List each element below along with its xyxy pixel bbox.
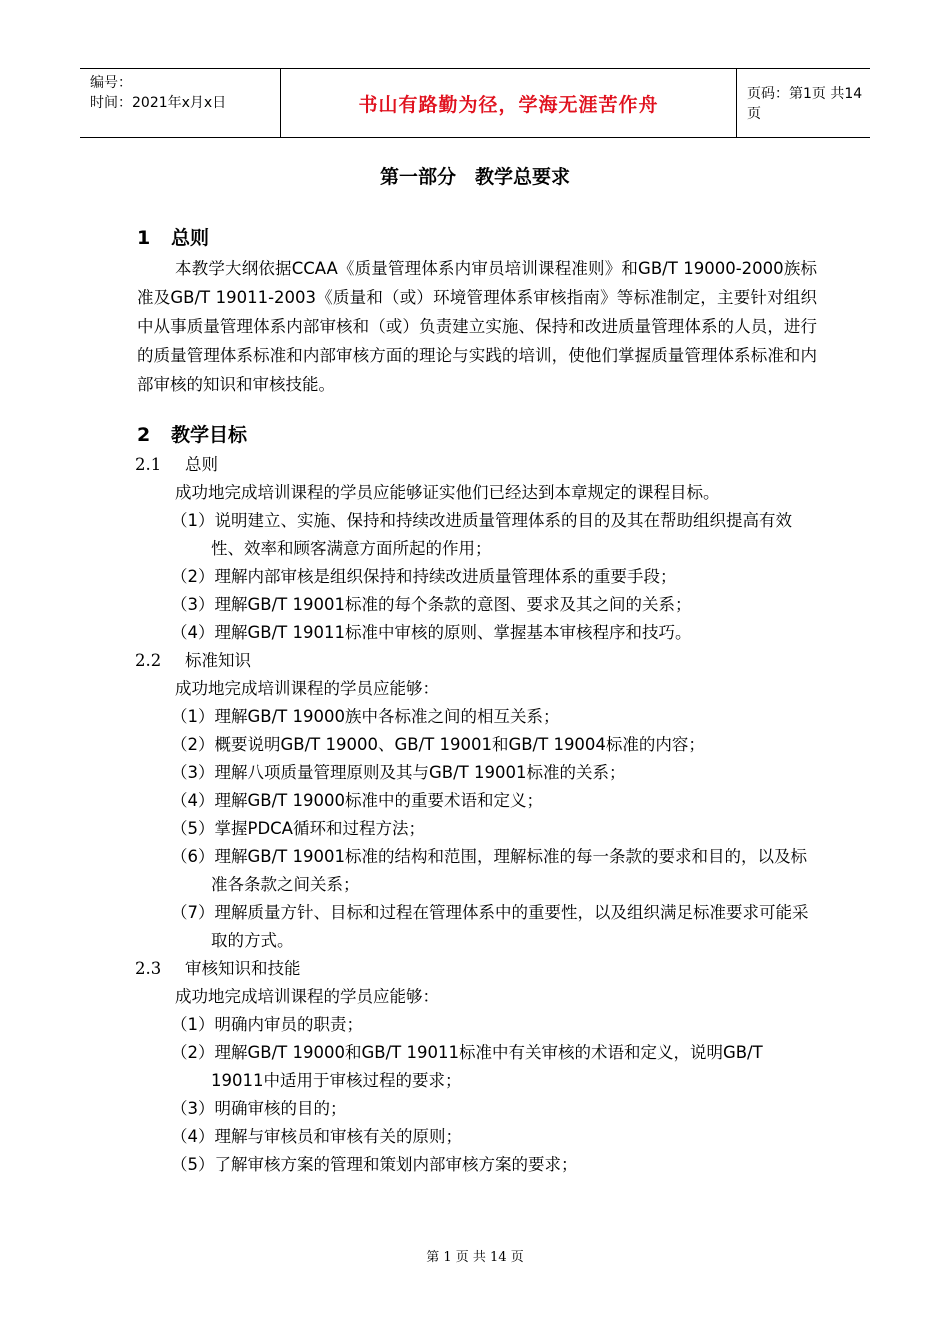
list-item: （3）明确审核的目的； xyxy=(171,1099,347,1118)
list-item: （3）理解GB/T 19001标准的每个条款的意图、要求及其之间的关系； xyxy=(171,595,692,614)
paragraph: 成功地完成培训课程的学员应能够： xyxy=(175,987,439,1006)
list-item: （6）理解GB/T 19001标准的结构和范围，理解标准的每一条款的要求和目的，以及标准各条款之间关系； xyxy=(171,847,807,894)
list-item: （5）掌握PDCA循环和过程方法； xyxy=(171,819,425,838)
subsection-heading xyxy=(135,955,817,983)
list-item: （1）明确内审员的职责； xyxy=(171,1015,363,1034)
header-left-cell xyxy=(80,69,280,137)
doc-time-label: 时间：2021年x月x日 xyxy=(90,95,227,111)
subsection-number: 2.2 xyxy=(135,651,162,670)
paragraph: 本教学大纲依据CCAA《质量管理体系内审员培训课程准则》和GB/T 19000-2000族标准及GB/T 19011-2003《质量和（或）环境管理体系审核指南》等标准制定，主要针对组织中从事质量管理体系内部审核和（或）负责建立实施、保持和改进质量管理体系的人员，进行的质量管理体系标准和内部审核方面的理论与实践的培训，使他们掌握质量管理体系标准和内部审核的知识和审核技能。 xyxy=(137,259,817,394)
section-number: 2 xyxy=(137,424,151,446)
paragraph: 成功地完成培训课程的学员应能够证实他们已经达到本章规定的课程目标。 xyxy=(175,483,720,502)
subsection-title: 总则 xyxy=(185,455,218,474)
list-item: （3）理解八项质量管理原则及其与GB/T 19001标准的关系； xyxy=(171,763,626,782)
subsection-heading xyxy=(135,451,817,479)
section-heading xyxy=(137,222,817,254)
subsection-title: 审核知识和技能 xyxy=(185,959,301,978)
subsection-number: 2.3 xyxy=(135,959,162,978)
main-content xyxy=(137,222,817,1179)
document-title: 第一部分 教学总要求 xyxy=(379,166,570,188)
list-item: （7）理解质量方针、目标和过程在管理体系中的重要性，以及组织满足标准要求可能采取的方式。 xyxy=(171,903,809,950)
subsection-number: 2.1 xyxy=(135,455,162,474)
subsection-heading xyxy=(135,647,817,675)
list-item: （2）概要说明GB/T 19000、GB/T 19001和GB/T 19004标准的内容； xyxy=(171,735,705,754)
subsection-title: 标准知识 xyxy=(185,651,251,670)
section-number: 1 xyxy=(137,227,151,249)
list-item: （5）了解审核方案的管理和策划内部审核方案的要求； xyxy=(171,1155,578,1174)
section-title: 教学目标 xyxy=(171,424,248,446)
header-table xyxy=(80,68,870,138)
motto-text: 书山有路勤为径，学海无涯苦作舟 xyxy=(358,93,659,116)
section-heading xyxy=(137,419,817,451)
paragraph: 成功地完成培训课程的学员应能够： xyxy=(175,679,439,698)
list-item: （4）理解GB/T 19011标准中审核的原则、掌握基本审核程序和技巧。 xyxy=(171,623,692,642)
list-item: （1）理解GB/T 19000族中各标准之间的相互关系； xyxy=(171,707,560,726)
section-title: 总则 xyxy=(171,227,210,249)
list-item: （2）理解GB/T 19000和GB/T 19011标准中有关审核的术语和定义，说明GB/T 19011中适用于审核过程的要求； xyxy=(171,1043,763,1090)
list-item: （4）理解与审核员和审核有关的原则； xyxy=(171,1127,462,1146)
header-motto-cell xyxy=(280,69,737,137)
header-page-cell xyxy=(735,69,870,137)
list-item: （1）说明建立、实施、保持和持续改进质量管理体系的目的及其在帮助组织提高有效性、效率和顾客满意方面所起的作用； xyxy=(171,511,792,558)
page-footer: 第 1 页 共 14 页 xyxy=(426,1250,524,1265)
list-item: （4）理解GB/T 19000标准中的重要术语和定义； xyxy=(171,791,543,810)
list-item: （2）理解内部审核是组织保持和持续改进质量管理体系的重要手段； xyxy=(171,567,677,586)
page-info: 页码：第1页 共14页 xyxy=(747,86,863,122)
doc-number-label: 编号： xyxy=(90,75,132,91)
